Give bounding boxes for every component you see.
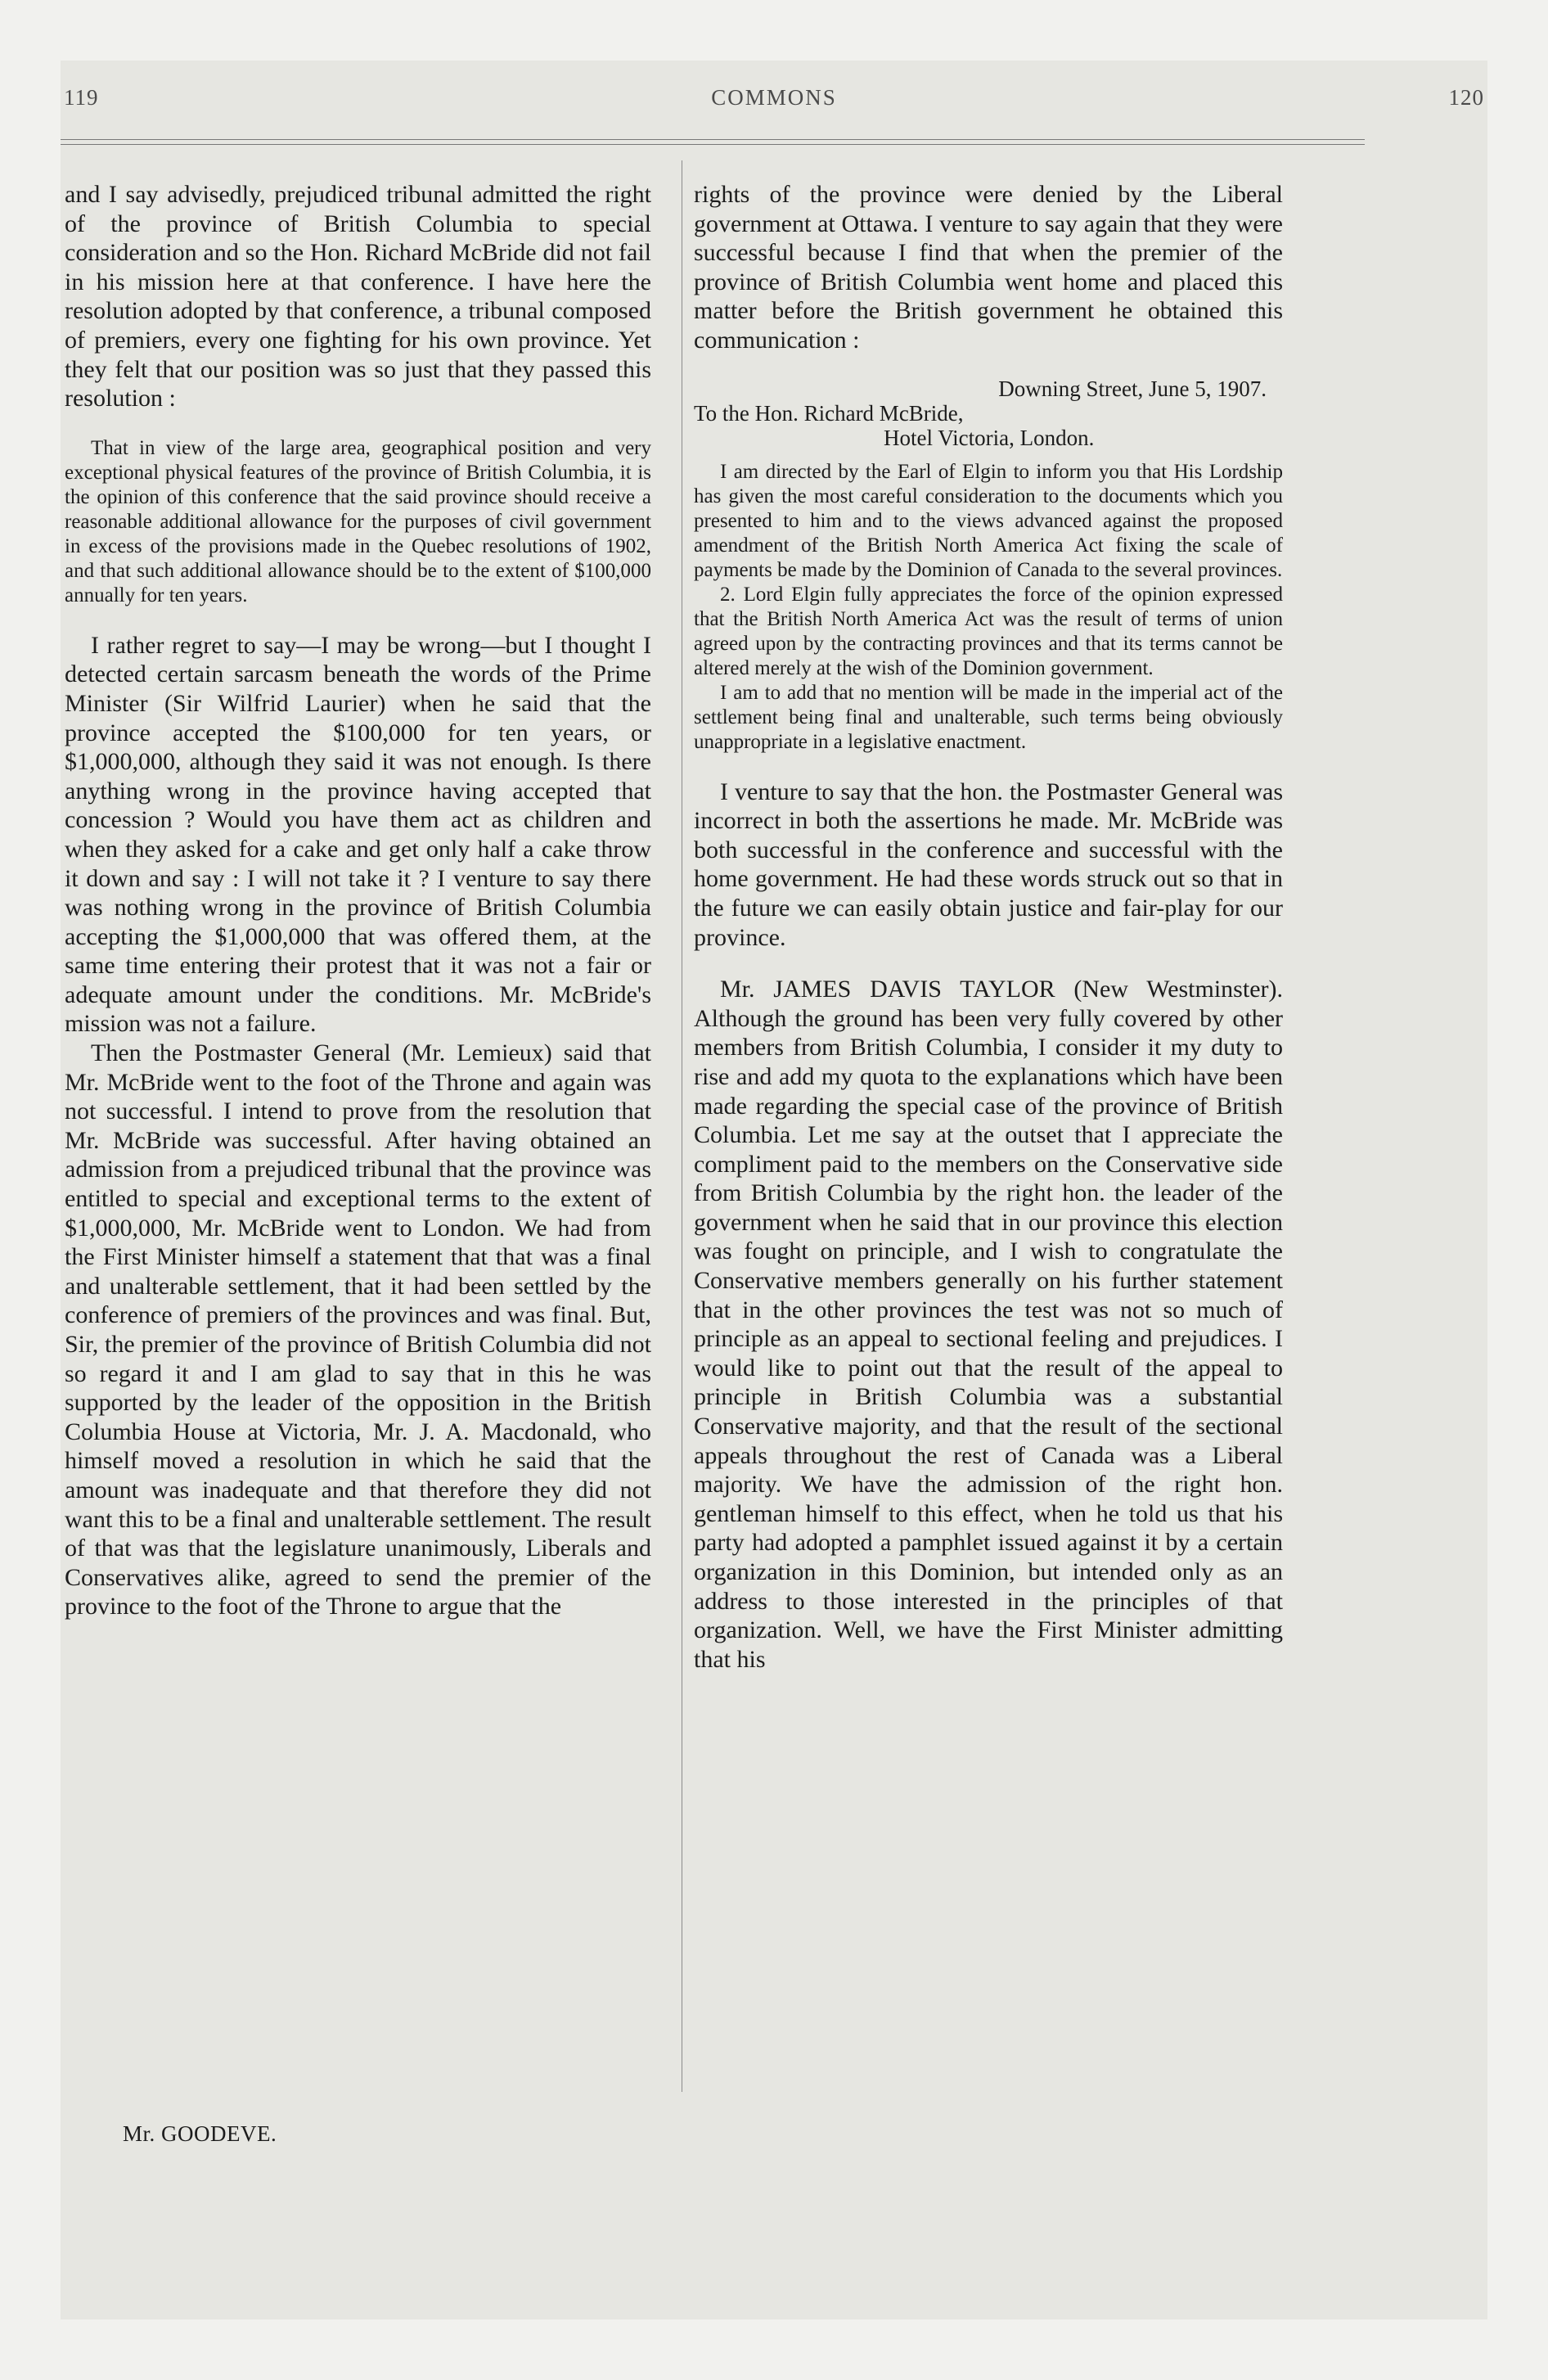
header-rule: [61, 139, 1365, 140]
left-paragraph-1: and I say advisedly, prejudiced tribunal admitted the right of the province of British Columbia to special consideration and so the Hon. Richard McBride did not fail in his mission here at that conference. I have here the resolution adopted by that conference, a tribunal composed of premiers, every one fighting for his own province. Yet they felt that our position was so just that they passed this resolution :: [65, 181, 651, 412]
letter-address: Hotel Victoria, London.: [884, 425, 1095, 450]
right-column: [694, 180, 1283, 1674]
left-paragraph-3: Then the Postmaster General (Mr. Lemieux) said that Mr. McBride went to the foot of the Throne and again was not successful. I intend to prove from the resolution that Mr. McBride was successful. After having obtained an admission from a prejudiced tribunal that the province was entitled to special and exceptional terms to the extent of $1,000,000, Mr. McBride went to London. We had from the First Minister himself a statement that that was a final and unalterable settlement, that it had been settled by the conference of premiers of the provinces and was final. But, Sir, the premier of the province of British Columbia did not so regard it and I am glad to say that in this he was supported by the leader of the opposition in the British Columbia House at Victoria, Mr. J. A. Macdonald, who himself moved a resolution in which he said that the amount was inadequate and that therefore they did not want this to be a final and unalterable settlement. The result of that was that the legislature unanimously, Liberals and Conservatives alike, agreed to send the premier of the province to the foot of the Throne to argue that the: [65, 1039, 651, 1620]
running-head: [0, 85, 1548, 118]
right-paragraph-2: I venture to say that the hon. the Postmaster General was incorrect in both the assertions he made. Mr. McBride was both successful in the conference and successful with the home government. He had these words struck out so that in the future we can easily obtain justice and fair-play for our province.: [694, 778, 1283, 951]
left-column: [65, 180, 651, 1621]
letter-heading: [694, 376, 1283, 450]
letter-paragraph-1: I am directed by the Earl of Elgin to inform you that His Lordship has given the most careful consideration to the documents which you presented to him and to the views advanced against the proposed amendment of the British North America Act fixing the scale of payments be made by the Dominion of Canada to the several provinces.: [694, 460, 1283, 581]
speaker-paragraph: Mr. JAMES DAVIS TAYLOR (New Westminster). Although the ground has been very fully covered by other members from British Columbia, I consider it my duty to rise and add my quota to the explanations which have been made regarding the special case of the province of British Columbia. Let me say at the outset that I appreciate the compliment paid to the members on the Conservative side from British Columbia by the right hon. the leader of the government when he said that in our province this election was fought on principle, and I wish to congratulate the Conservative members generally on his further statement that in the other provinces the test was not so much of principle as an appeal to sectional feeling and prejudices. I would like to point out that the result of the appeal to principle in British Columbia was a substantial Conservative majority, and that the result of the sectional appeals throughout the rest of Canada was a Liberal majority. We have the admission of the right hon. gentleman himself to this effect, when he told us that his party had adopted a pamphlet issued against it by a certain organization in this Dominion, but intended only as an address to those interested in the principles of that organization. Well, we have the First Minister admitting that his: [694, 976, 1283, 1673]
running-title: COMMONS: [711, 85, 837, 110]
right-paragraph-1: rights of the province were denied by the Liberal government at Ottawa. I venture to say again that they were successful because I find that when the premier of the province of British Columbia went home and placed this matter before the British government he obtained this communication :: [694, 181, 1283, 354]
resolution-quote: That in view of the large area, geographical position and very exceptional physical features of the province of British Columbia, it is the opinion of this conference that the said province should receive a reasonable additional allowance for the purposes of civil government in excess of the provisions made in the Quebec resolutions of 1902, and that such additional allowance should be to the extent of $100,000 annually for ten years.: [65, 436, 651, 606]
header-rule-double: [61, 144, 1365, 145]
page-number-left: 119: [64, 85, 99, 110]
letter-addressee: To the Hon. Richard McBride,: [694, 400, 964, 426]
letter-date: Downing Street, June 5, 1907.: [998, 376, 1267, 401]
page-number-right: 120: [1448, 85, 1484, 110]
letter-paragraph-3: I am to add that no mention will be made in the imperial act of the settlement being final and unalterable, such terms being obviously unappropriate in a legislative enactment.: [694, 681, 1283, 753]
left-paragraph-2: I rather regret to say—I may be wrong—but I thought I detected certain sarcasm beneath the words of the Prime Minister (Sir Wilfrid Laurier) when he said that the province accepted the $100,000 for ten years, or $1,000,000, although they said it was not enough. Is there anything wrong in the province having accepted that concession ? Would you have them act as children and when they asked for a cake and get only half a cake throw it down and say : I will not take it ? I venture to say there was nothing wrong in the province of British Columbia accepting the $1,000,000 that was offered them, at the same time entering their protest that it was not a fair or adequate amount under the conditions. Mr. McBride's mission was not a failure.: [65, 631, 651, 1038]
letter-paragraph-2: 2. Lord Elgin fully appreciates the force of the opinion expressed that the British North America Act was the result of terms of union agreed upon by the contracting provinces and that its terms cannot be altered merely at the wish of the Dominion government.: [694, 583, 1283, 679]
speaker-footer: Mr. GOODEVE.: [123, 2121, 277, 2146]
